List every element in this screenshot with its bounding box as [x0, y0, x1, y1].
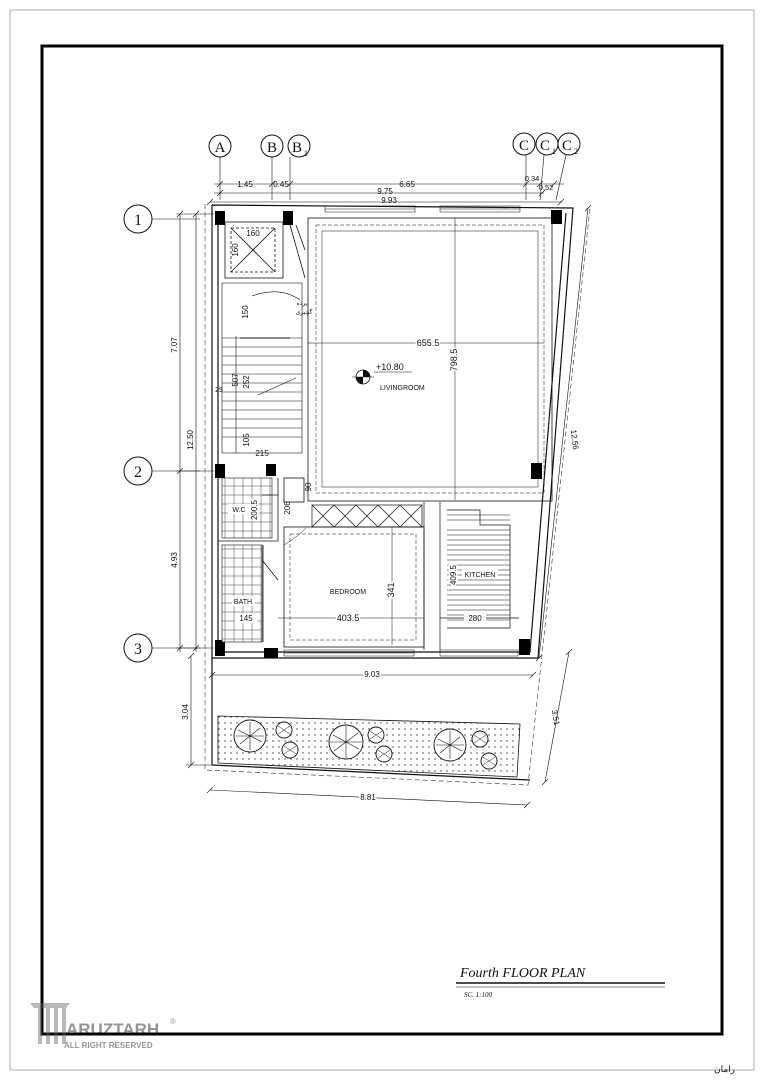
dim-4-93: 4.93: [170, 552, 179, 568]
farsi-note-2: گچبری: [295, 310, 313, 316]
room-label-bath: BATH: [233, 599, 253, 606]
dim-403-5: 403.5: [336, 613, 360, 623]
room-label-kitchen: KITCHEN: [464, 572, 496, 579]
grid-label-3: 3: [134, 641, 142, 658]
dim-3-51: 3.51: [549, 709, 562, 727]
watermark-logo: [30, 1003, 176, 1050]
dim-9-75: 9.75: [377, 187, 393, 196]
left-dimension-chain: [176, 211, 214, 768]
dim-6-65: 6.65: [399, 180, 415, 189]
plant-icon: [368, 727, 384, 743]
watermark-brand: ARUZTARH: [66, 1020, 160, 1039]
plant-icon: [434, 729, 466, 761]
grid-label-b1: B: [291, 140, 303, 156]
room-label-livingroom: LIVINGROOM: [380, 385, 425, 392]
plant-icon: [481, 753, 497, 769]
level-marker-icon: [352, 370, 412, 384]
dim-150: 150: [241, 305, 250, 319]
grid-axis-b: [261, 135, 283, 200]
dim-9-93: 9.93: [381, 196, 397, 205]
grid-label-c2: C: [561, 138, 573, 154]
corner-watermark: رامان: [713, 1064, 735, 1074]
watermark-rights: ALL RIGHT RESERVED: [64, 1041, 153, 1050]
dim-507: 507: [231, 373, 240, 387]
dim-341: 341: [386, 582, 396, 598]
room-label-bedroom: BEDROOM: [329, 589, 367, 596]
room-label-wc: W.C: [232, 507, 246, 514]
closet-cabinets: [312, 505, 422, 527]
grid-label-b1-sub: 1: [304, 149, 308, 158]
dim-12-50: 12.50: [186, 429, 195, 451]
drawing-title: Fourth FLOOR PLAN: [460, 966, 586, 981]
dim-252: 252: [242, 375, 251, 389]
dim-105: 105: [242, 433, 251, 447]
plant-icon: [376, 746, 392, 762]
dim-8-81: 8.81: [360, 793, 376, 802]
dim-9-03: 9.03: [364, 670, 380, 679]
dim-0-52: 0.52: [538, 183, 554, 192]
dim-206: 206: [283, 501, 292, 515]
dim-0-34: 0.34: [524, 174, 540, 183]
dim-145: 145: [239, 614, 253, 623]
plant-icon: [282, 742, 298, 758]
dim-160-h: 160: [246, 229, 260, 238]
grid-label-b: B: [266, 140, 278, 156]
dim-798-5: 798.5: [449, 348, 459, 372]
dim-90: 90: [304, 482, 313, 492]
grid-axis-b1: [288, 135, 310, 200]
farsi-note-1: پرده: [296, 301, 308, 307]
grid-label-c1: C: [539, 138, 551, 154]
dim-655-5: 655.5: [416, 338, 440, 348]
title-block: [456, 966, 665, 999]
grid-axis-a: [209, 135, 231, 200]
dim-7-07: 7.07: [170, 337, 179, 353]
plant-icon: [276, 722, 292, 738]
stair: [222, 283, 302, 453]
drawing-scale: SC. 1:100: [464, 991, 492, 999]
grid-label-c1-sub: 1: [552, 147, 556, 156]
living-room: [308, 218, 552, 501]
dim-215: 215: [255, 449, 269, 458]
grid-row-1: [124, 205, 200, 233]
grid-axis-c2: [556, 133, 580, 200]
grid-label-c2-sub: 2: [574, 147, 578, 156]
outer-sheet-border: [10, 10, 754, 1070]
grid-label-a: A: [214, 140, 226, 156]
grid-axis-c: [513, 133, 535, 200]
dim-3-04: 3.04: [181, 704, 190, 720]
bedroom: [278, 527, 424, 647]
grid-label-1: 1: [134, 212, 142, 229]
dim-0-45: 0.45: [273, 180, 289, 189]
dim-200-5: 200.5: [250, 499, 259, 521]
plant-icon: [234, 720, 266, 752]
grid-label-c: C: [518, 138, 530, 154]
window-bottom: [284, 650, 518, 656]
dim-280: 280: [468, 614, 482, 623]
plant-icon: [472, 731, 488, 747]
dim-12-56: 12.56: [568, 429, 581, 451]
dim-1-45: 1.45: [237, 180, 253, 189]
grid-label-2: 2: [134, 464, 142, 481]
watermark-registered: ®: [170, 1017, 176, 1026]
level-value: +10.80: [376, 362, 404, 372]
dim-29: 29: [215, 387, 223, 394]
dim-409-5: 409.5: [449, 564, 458, 586]
plant-icon: [329, 725, 363, 759]
dim-160-v: 160: [231, 243, 240, 257]
